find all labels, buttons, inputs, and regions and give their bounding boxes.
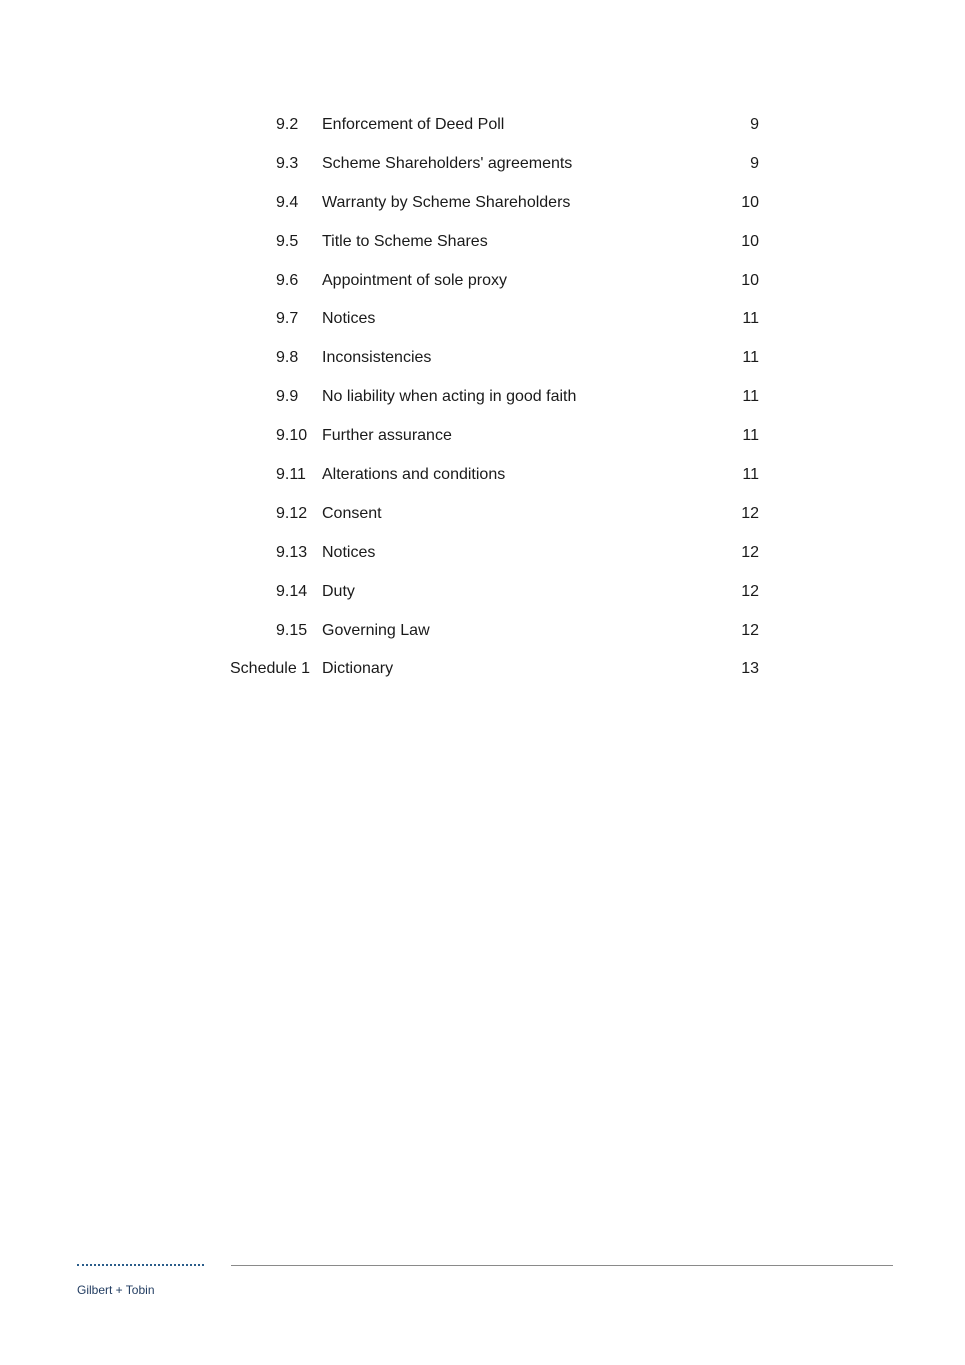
toc-entry-number: 9.2 — [276, 116, 299, 133]
toc-entry-page: 11 — [742, 310, 759, 328]
toc-entry-number: 9.4 — [276, 193, 299, 211]
toc-entry-number: 9.11 — [276, 466, 306, 484]
toc-entry-number: 9.14 — [276, 582, 308, 600]
toc-entry-page: 10 — [741, 271, 759, 289]
toc-entry-page: 10 — [741, 193, 759, 211]
toc-entry-title: Governing Law — [322, 621, 430, 639]
toc-entry-page: 12 — [741, 621, 759, 639]
toc-entry[interactable] — [0, 503, 965, 542]
toc-entry[interactable] — [0, 620, 965, 659]
toc-entry-page: 12 — [741, 504, 759, 522]
table-of-contents — [0, 114, 965, 697]
toc-entry-page: 11 — [742, 349, 759, 367]
toc-entry-title: Appointment of sole proxy — [322, 271, 507, 289]
toc-entry-number: 9.5 — [276, 232, 299, 250]
toc-entry-number: 9.12 — [276, 504, 308, 522]
toc-entry-number: 9.8 — [276, 349, 299, 367]
toc-entry-page: 9 — [750, 116, 759, 133]
toc-entry-title: Notices — [322, 543, 376, 561]
toc-entry-number: 9.3 — [276, 154, 299, 172]
toc-entry[interactable] — [0, 308, 965, 347]
toc-entry-page: 11 — [742, 388, 759, 406]
toc-entry-title: Duty — [322, 582, 355, 600]
toc-entry-page: 9 — [750, 154, 759, 172]
toc-entry[interactable] — [0, 347, 965, 386]
toc-entry-number: 9.7 — [276, 310, 299, 328]
toc-entry[interactable] — [0, 192, 965, 231]
toc-entry-number: 9.6 — [276, 271, 299, 289]
toc-entry-title: Further assurance — [322, 427, 452, 445]
toc-entry[interactable] — [0, 464, 965, 503]
toc-entry-number: Schedule 1 — [230, 660, 311, 678]
toc-entry-number: 9.10 — [276, 427, 308, 445]
toc-entry-page: 11 — [742, 466, 759, 484]
toc-entry-title: Warranty by Scheme Shareholders — [322, 193, 571, 211]
toc-entry-page: 13 — [741, 660, 759, 678]
toc-entry-title: Notices — [322, 310, 376, 328]
footer-firm-name: Gilbert + Tobin — [77, 1283, 155, 1297]
toc-entry-title: Dictionary — [322, 660, 394, 678]
toc-entry-page: 10 — [741, 232, 759, 250]
toc-entry-title: Alterations and conditions — [322, 466, 506, 484]
toc-entry[interactable] — [0, 425, 965, 464]
toc-entry-title: Inconsistencies — [322, 349, 432, 367]
toc-entry[interactable] — [0, 114, 965, 153]
toc-entry[interactable] — [0, 231, 965, 270]
toc-entry[interactable] — [0, 270, 965, 309]
toc-entry-page: 12 — [741, 543, 759, 561]
toc-entry-number: 9.13 — [276, 543, 308, 561]
toc-entry-page: 12 — [741, 582, 759, 600]
toc-entry-title: Consent — [322, 504, 382, 522]
toc-entry-title: Scheme Shareholders' agreements — [322, 154, 573, 172]
toc-entry-title: Title to Scheme Shares — [322, 232, 488, 250]
toc-entry-schedule[interactable] — [0, 658, 965, 697]
footer-dotted-rule — [77, 1264, 204, 1266]
toc-entry-title: No liability when acting in good faith — [322, 388, 577, 406]
toc-entry[interactable] — [0, 581, 965, 620]
toc-entry[interactable] — [0, 542, 965, 581]
footer-rule — [231, 1265, 893, 1266]
toc-entry[interactable] — [0, 386, 965, 425]
toc-entry-number: 9.9 — [276, 388, 299, 406]
toc-entry-title: Enforcement of Deed Poll — [322, 116, 505, 133]
toc-entry-page: 11 — [742, 427, 759, 445]
toc-entry[interactable] — [0, 153, 965, 192]
toc-entry-number: 9.15 — [276, 621, 308, 639]
